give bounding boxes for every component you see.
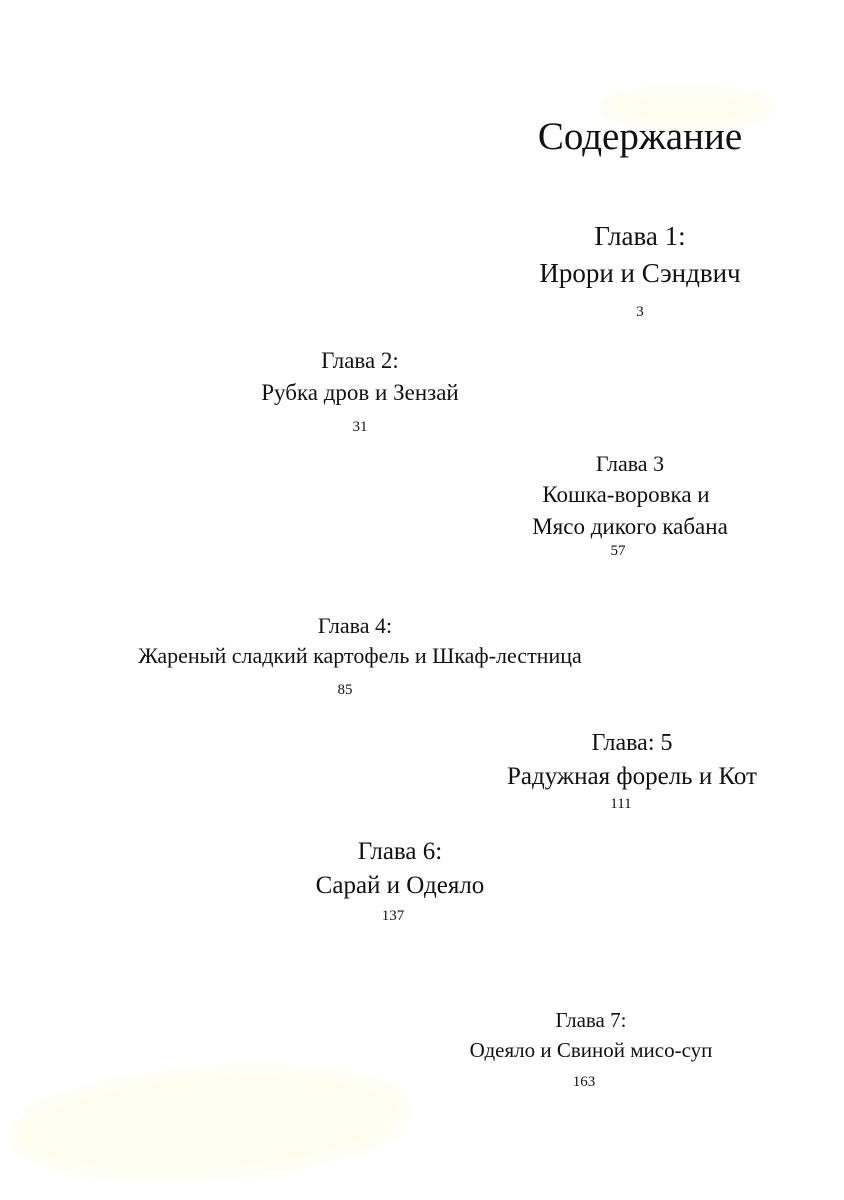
page-number: 111: [610, 796, 632, 812]
chapter-heading: Глава 1:: [594, 221, 686, 251]
chapter-title-line-1: Кошка-воровка и: [542, 482, 710, 507]
page-number: 3: [636, 304, 644, 320]
chapter-heading: Глава 6:: [357, 838, 443, 865]
page-number: 137: [381, 908, 405, 924]
chapter-heading: Глава 7:: [555, 1008, 627, 1032]
toc-entry-chapter-7[interactable]: [441, 1005, 741, 1091]
page-number: 31: [352, 419, 368, 435]
chapter-title: Одеяло и Свиной мисо-суп: [469, 1038, 713, 1062]
page-title: Содержание: [537, 115, 743, 158]
chapter-heading: Глава 3: [595, 451, 665, 476]
toc-entry-chapter-3[interactable]: [480, 449, 780, 559]
toc-entry-chapter-6[interactable]: [250, 836, 550, 928]
chapter-title: Сарай и Одеяло: [315, 872, 485, 899]
toc-entry-chapter-2[interactable]: [210, 346, 510, 436]
chapter-heading: Глава 4:: [317, 613, 393, 638]
chapter-heading: Глава: 5: [591, 730, 673, 756]
chapter-title: Ирори и Сэндвич: [539, 258, 741, 288]
page-number: 85: [337, 682, 353, 698]
page-number: 57: [610, 543, 626, 559]
chapter-title: Радужная форель и Кот: [507, 763, 757, 790]
chapter-heading: Глава 2:: [321, 348, 399, 373]
toc-entry-chapter-1[interactable]: [490, 218, 790, 322]
chapter-title-line-2: Мясо дикого кабана: [532, 514, 728, 539]
toc-entry-chapter-5[interactable]: [482, 727, 782, 813]
chapter-title: Рубка дров и Зензай: [261, 380, 459, 405]
page-number: 163: [572, 1074, 596, 1090]
toc-entry-chapter-4[interactable]: [80, 611, 640, 699]
paper-stain: [7, 1054, 414, 1192]
chapter-title: Жареный сладкий картофель и Шкаф-лестница: [138, 643, 582, 668]
